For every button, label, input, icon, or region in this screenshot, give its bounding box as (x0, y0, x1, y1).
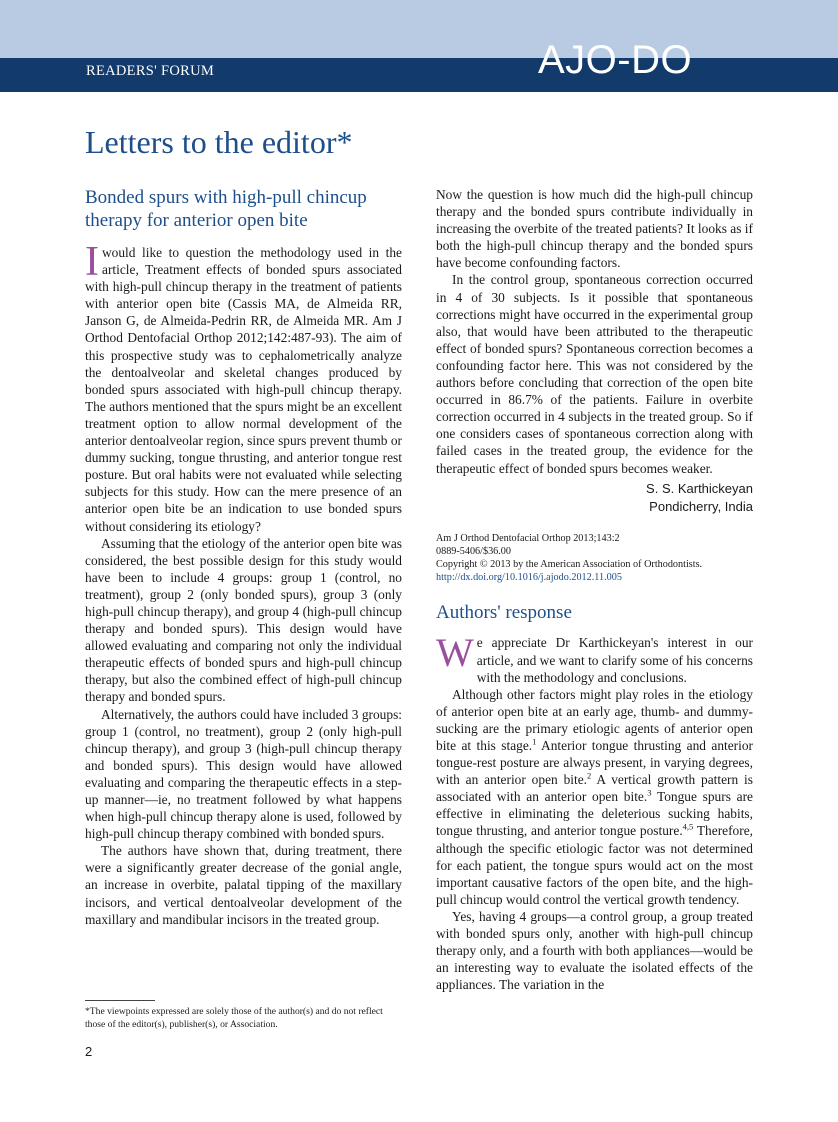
page-number: 2 (85, 1044, 93, 1059)
response-dropcap: W (436, 630, 474, 676)
citation: Am J Orthod Dentofacial Orthop 2013;143:2 (436, 532, 620, 544)
letter-paragraph-1-text: would like to question the methodology used in the article, Treatment effects of bonded spurs associated with high-pull chincup therapy in the treatment of patients with anterior open bite (Cassis MA, de Almeida RR, Janson G, de Almeida-Pedrin RR, de Almeida MR. Am J Orthod Dentofacial Orthop 2012;142:487-93). The aim of this prospective study was to cephalometrically analyze the dentoalveolar and skeletal changes produced by bonded spurs associated with high-pull chincup therapy. The authors mentioned that the spurs might be an excellent treatment option to allow normal development of the anterior dentoalveolar region, since spurs prevent thumb or dummy sucking, tongue thrusting, and anterior tongue rest posture. But oral habits were not evaluated while selecting subjects for this study. How can the mere presence of an anterior open bite be an indication to use bonded spurs without considering its etiology? (85, 245, 402, 534)
reference-2[interactable]: 2 (587, 770, 592, 781)
letter-paragraph-2: Assuming that the etiology of the anterior open bite was considered, the best possible design for this study would have been to include 4 groups: group 1 (control, no treatment), group 2 (only bonded spurs), group 3 (only high-pull chincup therapy), and group 4 (high-pull chincup therapy and bonded spurs). This design would have allowed evaluating and comparing not only the individual therapeutic effects of bonded spurs and high-pull chincup therapy, but also the combined effect of high-pull chincup therapy and bonded spurs. (85, 535, 402, 705)
signature (436, 480, 753, 516)
reference-4-5[interactable]: 4,5 (682, 821, 694, 832)
footnote-rule (85, 1000, 155, 1001)
letter-paragraph-6: In the control group, spontaneous correction occurred in 4 of 30 subjects. Is it possible that spontaneous corrections might have occurred in the experimental group also, that would have been attributed to the therapeutic effect of bonded spurs? Spontaneous correction becomes a confounding factor here. This was not considered by the authors before concluding that correction of the open bite occurred in 86.7% of the patients. Failure in overbite correction occurred in 4 subjects in the treated group. So if one considers cases of spontaneous correction along with failed cases in the treated group, the evidence for the therapeutic effect of bonded spurs becomes weaker. (436, 272, 753, 476)
response-text-b: Anterior tongue thrusting and anterior tongue-rest posture are always present, in varying degrees, with an anterior open bite. (436, 737, 754, 788)
response-text-c: A vertical growth pattern is associated with an anterior open bite. (436, 772, 753, 805)
letter-title: Bonded spurs with high-pull chincup therapy for anterior open bite (85, 187, 367, 231)
author-location: Pondicherry, India (649, 498, 753, 514)
doi-link[interactable]: http://dx.doi.org/10.1016/j.ajodo.2012.11.005 (436, 572, 622, 584)
letter-paragraph-4: The authors have shown that, during treatment, there were a significantly greater decrease of the gonial angle, an increase in overbite, palatal tipping of the maxillary incisors, and vertical dentoalveolar development of the maxillary and mandibular incisors in the treated group. (85, 843, 402, 927)
letter-paragraph-1 (85, 239, 402, 535)
right-column (436, 186, 753, 993)
response-title: Authors' response (436, 602, 572, 624)
response-paragraph-2 (436, 686, 753, 908)
page-title-text: Letters to the editor (85, 124, 337, 160)
response-paragraph-1 (436, 630, 753, 685)
issn: 0889-5406/$36.00 (436, 545, 511, 557)
footnote: *The viewpoints expressed are solely those of the author(s) and do not reflect those of the editor(s), publisher(s), or Association. (85, 1006, 383, 1030)
page-title-marker: * (336, 124, 353, 160)
journal-logo: AJO-DO (538, 38, 693, 82)
response-text-d: Tongue spurs are effective in eliminating the deleterious sucking habits, tongue thrusting, and anterior tongue posture. (436, 789, 753, 839)
copyright: Copyright © 2013 by the American Association of Orthodontists. (436, 559, 703, 570)
page-title (85, 122, 352, 162)
reference-1[interactable]: 1 (532, 736, 537, 747)
reference-3[interactable]: 3 (647, 787, 652, 798)
left-column (85, 186, 402, 928)
header-band (0, 0, 838, 58)
author-name: S. S. Karthickeyan (646, 480, 753, 496)
article-meta (436, 532, 753, 585)
response-paragraph-1-text: e appreciate Dr Karthickeyan's interest in our article, and we want to clarify some of his concerns with the methodology and conclusions. (476, 635, 753, 685)
letter-paragraph-3: Alternatively, the authors could have included 3 groups: group 1 (control, no treatment), group 2 (only high-pull chincup therapy), and group 3 (high-pull chincup therapy and bonded spurs). This design would have allowed evaluating and comparing the therapeutic effects in a step-up manner—ie, no treatment followed by what happens when high-pull chincup therapy alone is used, followed by high-pull chincup therapy combined with bonded spurs. (85, 706, 402, 842)
letter-paragraph-5: Now the question is how much did the high-pull chincup therapy and the bonded spurs contribute individually in increasing the overbite of the treated patients? It looks as if both the high-pull chincup therapy and the bonded spurs have become confounding factors. (436, 187, 753, 271)
response-text-e: Therefore, although the specific etiologic factor was not determined for each patient, the tongue spurs would act on the most important causative factors of the open bite, and the high-pull chincup would control the vertical growth tendency. (436, 823, 753, 907)
section-label: READERS' FORUM (86, 63, 215, 79)
response-text-a: Although other factors might play roles in the etiology of anterior open bite at an early age, thumb- and dummy-sucking are the primary etiologic agents of anterior open bite at this stage. (436, 686, 753, 753)
response-paragraph-3: Yes, having 4 groups—a control group, a group treated with bonded spurs only, another with high-pull chincup therapy only, and a fourth with both appliances—would be an interesting way to evaluate the isolated effects of the appliances. The variation in the (436, 908, 753, 993)
letter-dropcap: I (85, 239, 99, 285)
